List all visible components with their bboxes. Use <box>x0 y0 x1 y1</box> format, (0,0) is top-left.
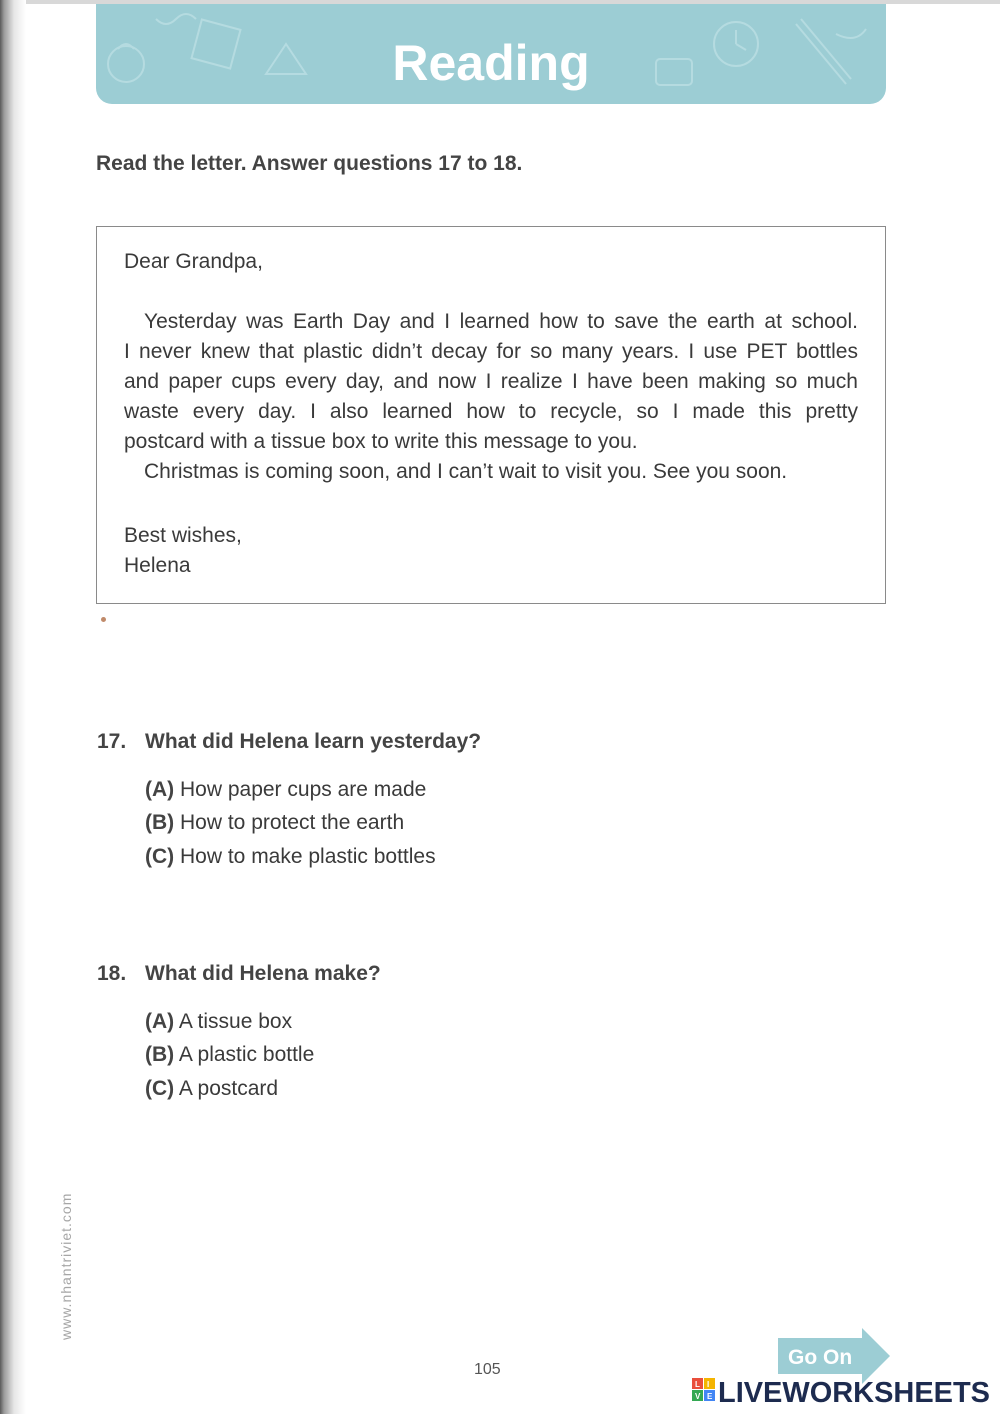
answer-option[interactable] <box>145 1077 278 1101</box>
section-title: Reading <box>392 35 590 91</box>
instruction-text: Read the letter. Answer questions 17 to 18. <box>96 152 523 175</box>
logo-text: LIVEWORKSHEETS <box>718 1377 990 1408</box>
letter-line: Yesterday was Earth Day and I learned how to save the earth at school. <box>144 310 858 333</box>
option-letter: (A) <box>145 778 175 801</box>
svg-text:E: E <box>707 1392 713 1401</box>
section-banner <box>96 4 886 104</box>
option-letter: (B) <box>145 1043 175 1066</box>
letter-line: waste every day. I also learned how to recycle, so I made this pretty <box>124 400 858 423</box>
option-text: How to protect the earth <box>180 811 405 834</box>
option-letter: (C) <box>145 1077 175 1100</box>
option-letter: (A) <box>145 1010 175 1033</box>
letter-closing: Best wishes, <box>124 524 242 547</box>
book-gutter-shadow <box>0 0 26 1414</box>
letter-second-paragraph: Christmas is coming soon, and I can’t wait to visit you. See you soon. <box>144 460 788 483</box>
liveworksheets-logo <box>692 1376 994 1408</box>
option-text: A postcard <box>178 1077 279 1100</box>
answer-option[interactable] <box>145 845 436 869</box>
letter-line: and paper cups every day, and now I realize I have been making so much <box>124 370 858 393</box>
answer-option[interactable] <box>145 1043 314 1067</box>
svg-text:L: L <box>695 1380 700 1389</box>
letter-line: I never knew that plastic didn’t decay for so many years. I use PET bottles <box>124 340 858 363</box>
question-text: What did Helena learn yesterday? <box>145 730 482 753</box>
option-letter: (C) <box>145 845 175 868</box>
option-text: A tissue box <box>178 1010 293 1033</box>
question-number: 18. <box>97 962 127 985</box>
option-text: How paper cups are made <box>180 778 427 801</box>
svg-text:I: I <box>707 1380 710 1389</box>
go-on-label[interactable]: Go On <box>788 1346 853 1369</box>
answer-option[interactable] <box>145 1010 292 1034</box>
publisher-url: www.nhantriviet.com <box>58 1192 74 1340</box>
letter-signature: Helena <box>124 554 191 577</box>
question-text: What did Helena make? <box>145 962 381 985</box>
option-letter: (B) <box>145 811 175 834</box>
answer-option[interactable] <box>145 811 404 835</box>
letter-line: postcard with a tissue box to write this message to you. <box>124 430 638 453</box>
svg-text:V: V <box>695 1392 701 1401</box>
ink-speck <box>101 617 106 622</box>
question-number: 17. <box>97 730 127 753</box>
option-text: A plastic bottle <box>178 1043 315 1066</box>
letter-greeting: Dear Grandpa, <box>124 250 263 273</box>
option-text: How to make plastic bottles <box>180 845 436 868</box>
page-number: 105 <box>474 1361 501 1378</box>
answer-option[interactable] <box>145 778 426 802</box>
